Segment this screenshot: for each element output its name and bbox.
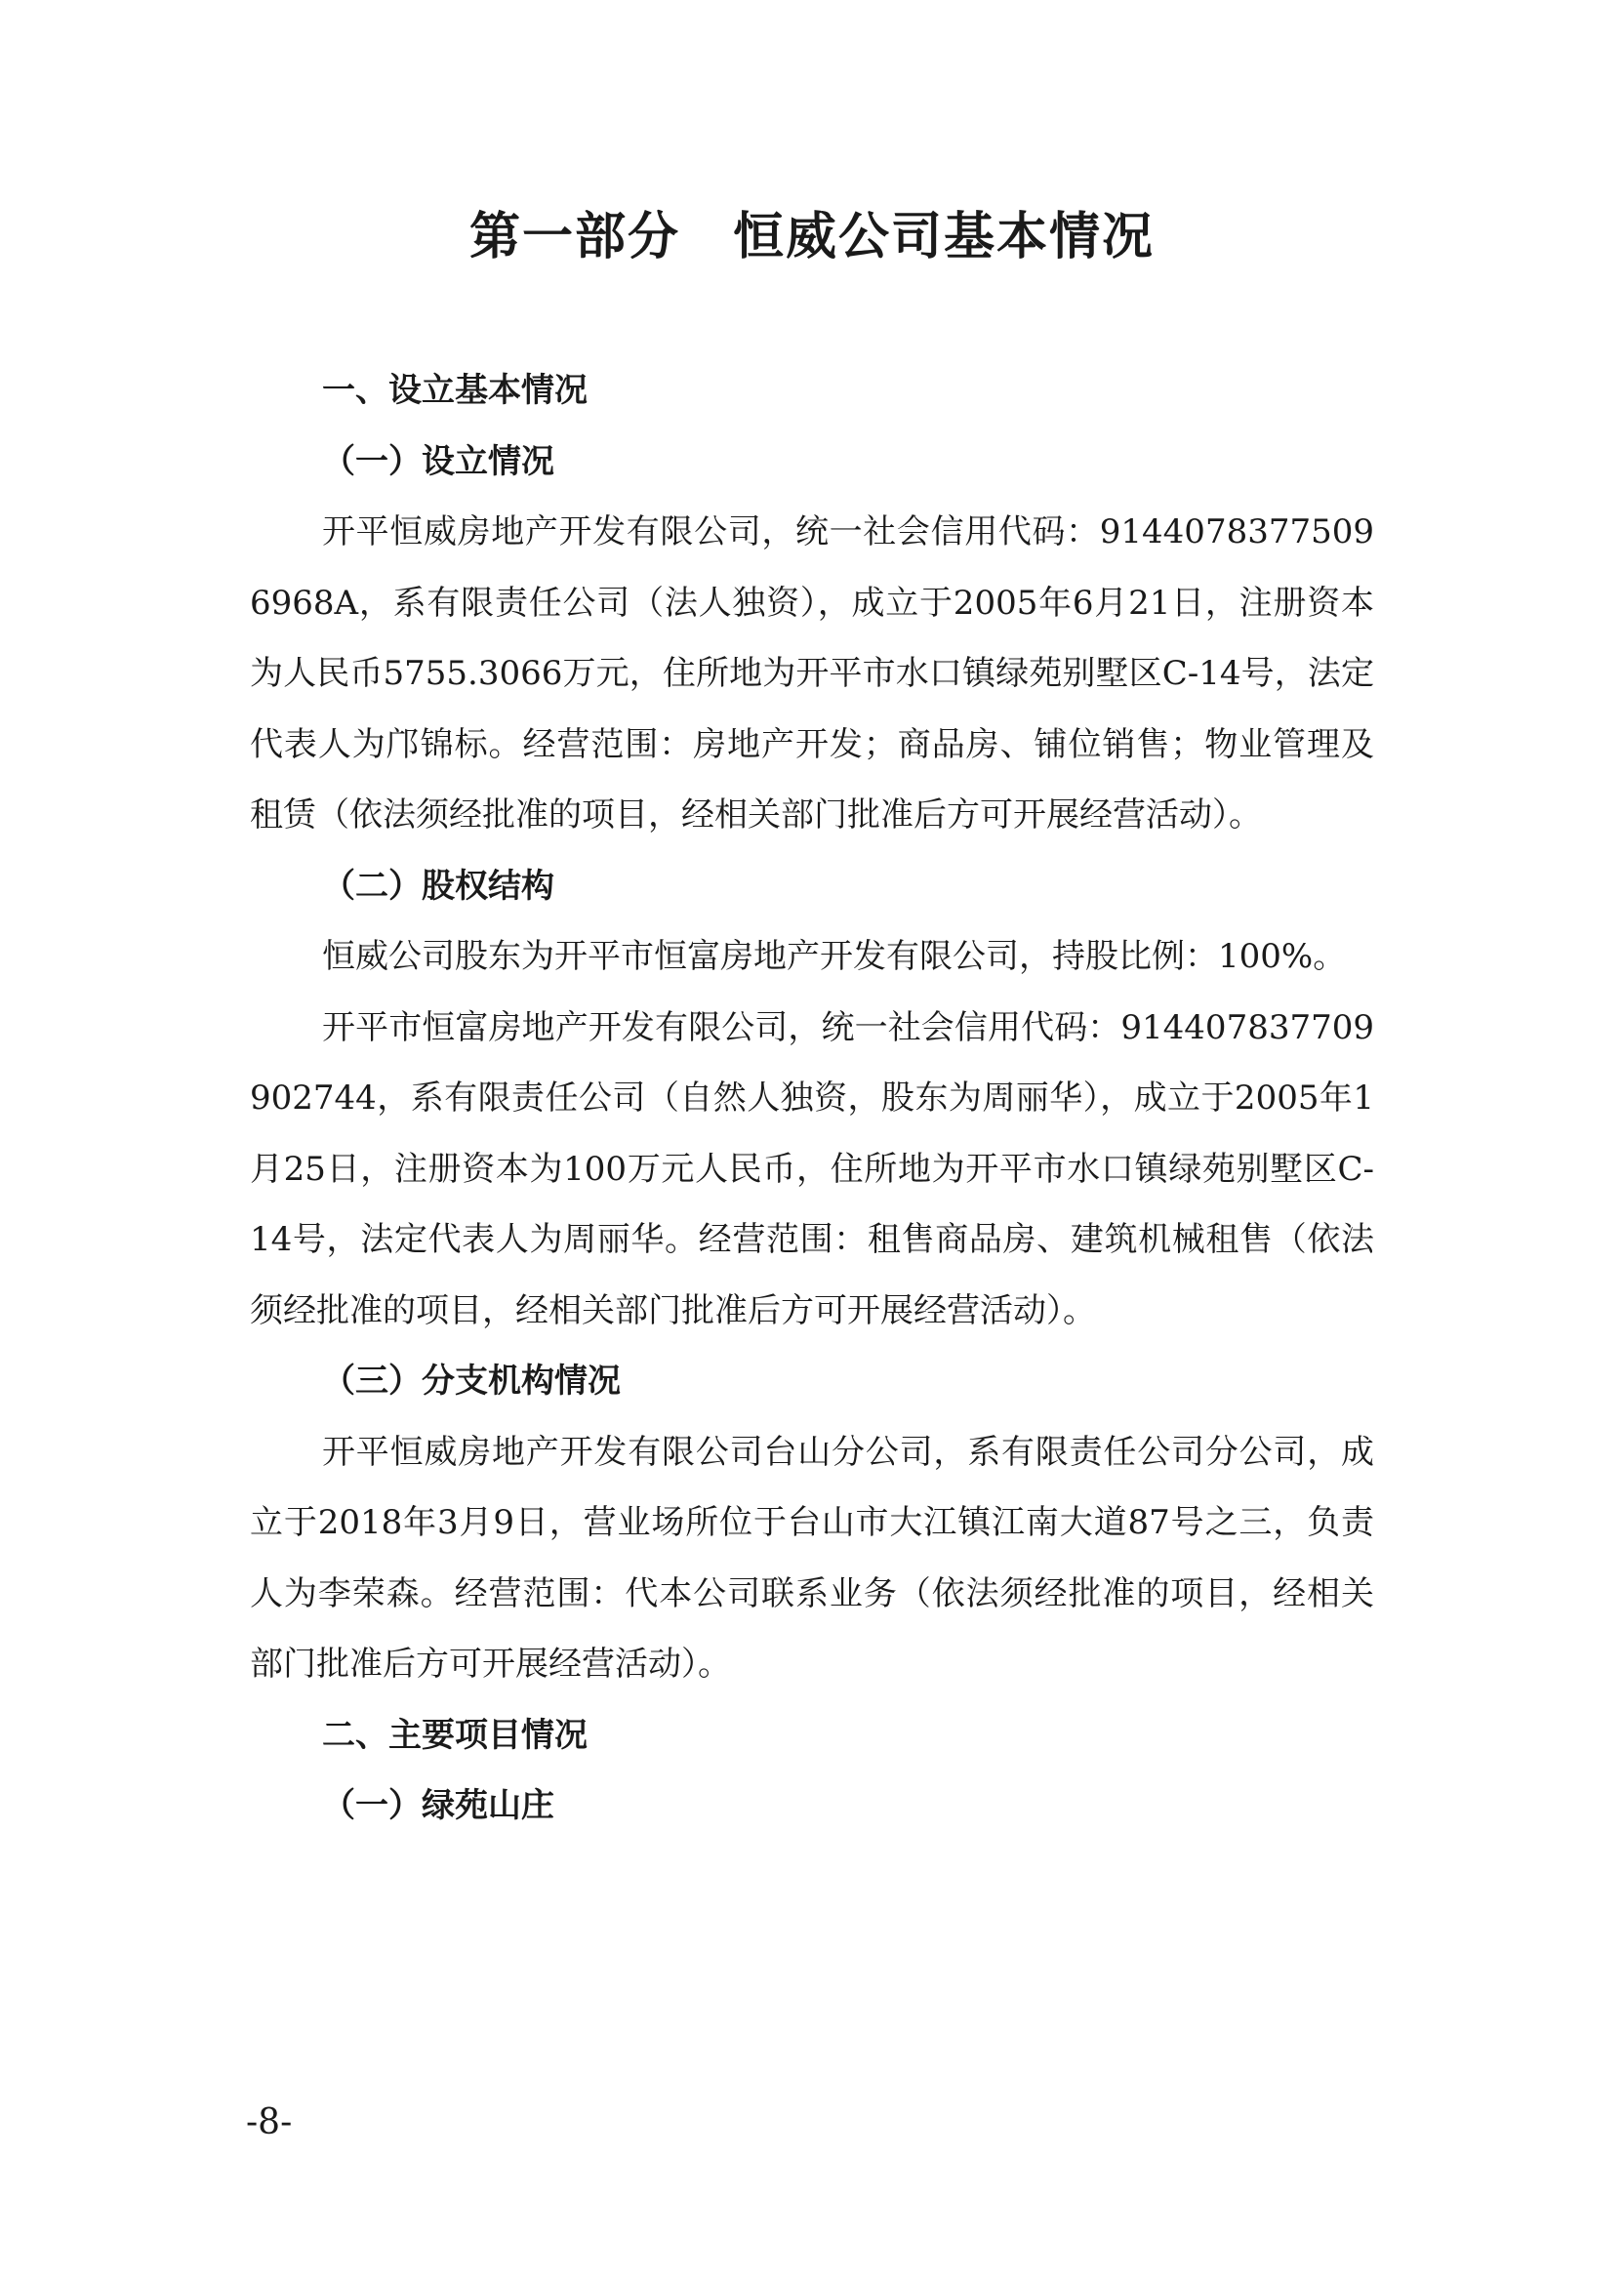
document-body	[250, 355, 1374, 1842]
section-heading-establishment: 一、设立基本情况	[322, 371, 588, 410]
subsection-heading-branches: （三）分支机构情况	[322, 1362, 621, 1401]
paragraph-branch-info: 开平恒威房地产开发有限公司台山分公司，系有限责任公司分公司，成立于2018年3月9日，营业场所位于台山市大江镇江南大道87号之三，负责人为李荣森。经营范围：代本公司联系业务（依法须经批准的项目，经相关部门批准后方可开展经营活动）。	[250, 1432, 1374, 1684]
subsection-heading-equity-structure: （二）股权结构	[322, 866, 554, 906]
section-heading-main-projects: 二、主要项目情况	[322, 1715, 588, 1755]
paragraph-parent-company-info: 开平市恒富房地产开发有限公司，统一社会信用代码：914407837709902744，系有限责任公司（自然人独资，股东为周丽华），成立于2005年1月25日，注册资本为100万元人民币，住所地为开平市水口镇绿苑别墅区C-14号，法定代表人为周丽华。经营范围：租售商品房、建筑机械租售（依法须经批准的项目，经相关部门批准后方可开展经营活动）。	[250, 1007, 1374, 1330]
subsection-heading-lvyuan-villa: （一）绿苑山庄	[322, 1786, 554, 1825]
subsection-heading-establishment-status: （一）设立情况	[322, 441, 554, 481]
page-title: 第一部分 恒威公司基本情况	[468, 207, 1155, 266]
paragraph-company-info: 开平恒威房地产开发有限公司，统一社会信用代码：91440783775096968A，系有限责任公司（法人独资），成立于2005年6月21日，注册资本为人民币5755.3066万元，住所地为开平市水口镇绿苑别墅区C-14号，法定代表人为邝锦标。经营范围：房地产开发；商品房、铺位销售；物业管理及租赁（依法须经批准的项目，经相关部门批准后方可开展经营活动）。	[250, 512, 1374, 835]
paragraph-shareholder: 恒威公司股东为开平市恒富房地产开发有限公司，持股比例：100%。	[322, 937, 1347, 976]
page-number: -8-	[246, 2102, 293, 2142]
